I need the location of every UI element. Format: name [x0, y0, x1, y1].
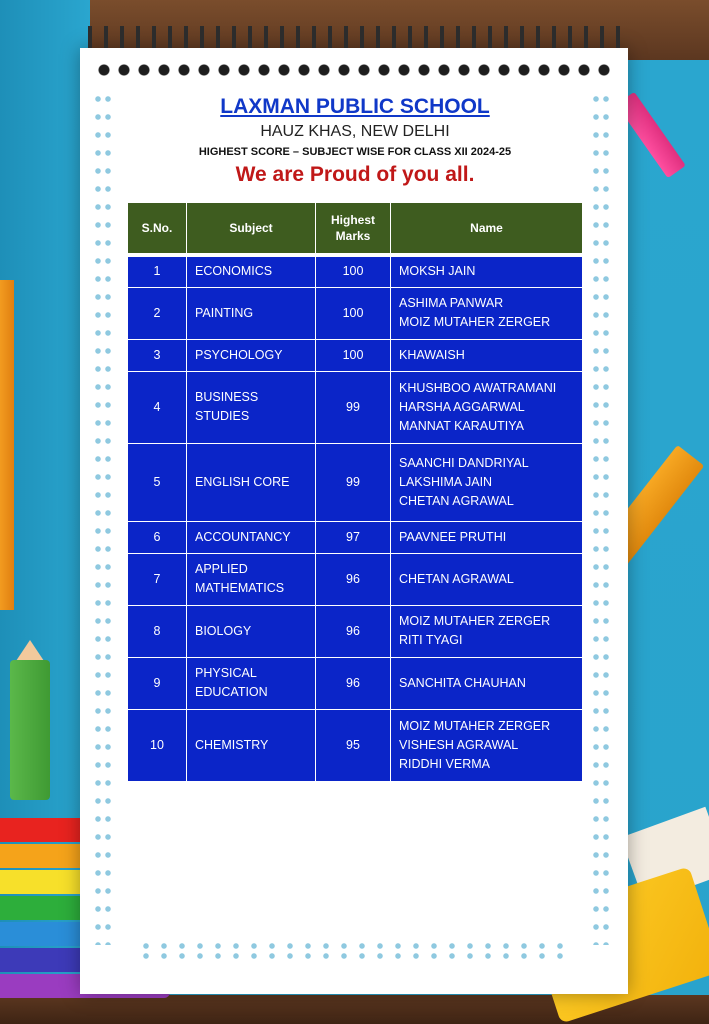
subject-cell: [187, 371, 316, 443]
student-name: MOIZ MUTAHER ZERGER: [399, 614, 551, 628]
names-cell: [391, 605, 583, 657]
table-row: [128, 255, 583, 287]
subject-line: PHYSICAL: [195, 666, 257, 680]
column-header-marks: Highest Marks: [316, 203, 391, 256]
subject-cell: [187, 339, 316, 371]
table-row: [128, 553, 583, 605]
subject-cell: [187, 255, 316, 287]
serial-number-cell: 2: [128, 287, 187, 339]
table-row: [128, 287, 583, 339]
serial-number-cell: 7: [128, 553, 187, 605]
serial-number-cell: 1: [128, 255, 187, 287]
tagline: We are Proud of you all.: [235, 163, 475, 186]
subject-line: BIOLOGY: [195, 623, 252, 638]
subject-line: EDUCATION: [195, 685, 268, 699]
column-header-subject: Subject: [187, 203, 316, 256]
dot-border-left: [92, 95, 114, 945]
marks-cell: 99: [316, 371, 391, 443]
column-header-name: Name: [391, 203, 583, 256]
serial-number-cell: 6: [128, 521, 187, 553]
student-name: VISHESH AGRAWAL: [399, 737, 519, 752]
subject-line: APPLIED: [195, 562, 248, 576]
marks-cell: 100: [316, 339, 391, 371]
school-name: LAXMAN PUBLIC SCHOOL: [220, 95, 490, 118]
marks-cell: 96: [316, 605, 391, 657]
serial-number-cell: 4: [128, 371, 187, 443]
marks-cell: 100: [316, 287, 391, 339]
marks-cell: 96: [316, 553, 391, 605]
student-name: KHUSHBOO AWATRAMANI: [399, 380, 557, 395]
table-row: [128, 339, 583, 371]
marks-cell: 99: [316, 443, 391, 521]
names-cell: [391, 521, 583, 553]
poster-header: [130, 94, 580, 188]
student-name: MOIZ MUTAHER ZERGER: [399, 315, 551, 329]
subject-cell: [187, 443, 316, 521]
subject-line: CHEMISTRY: [195, 737, 269, 752]
table-row: [128, 443, 583, 521]
table-row: [128, 521, 583, 553]
table-row: [128, 605, 583, 657]
student-name: SANCHITA CHAUHAN: [399, 675, 526, 690]
student-name: MANNAT KARAUTIYA: [399, 418, 525, 433]
student-name: LAKSHIMA JAIN: [399, 474, 493, 489]
marks-cell: 100: [316, 255, 391, 287]
subject-line: BUSINESS: [195, 390, 259, 404]
ruler-decoration: [0, 280, 14, 610]
names-cell: [391, 371, 583, 443]
subject-cell: [187, 605, 316, 657]
subject-cell: [187, 657, 316, 709]
student-name: ASHIMA PANWAR: [399, 296, 504, 310]
subject-line: PAINTING: [195, 305, 254, 320]
notepad-spiral: [80, 26, 628, 48]
subject-cell: [187, 521, 316, 553]
student-name: SAANCHI DANDRIYAL: [399, 455, 529, 470]
dot-border-bottom: [140, 942, 570, 962]
serial-number-cell: 10: [128, 709, 187, 781]
serial-number-cell: 8: [128, 605, 187, 657]
poster-subtitle: HIGHEST SCORE – SUBJECT WISE FOR CLASS XII 2024-25: [198, 146, 512, 158]
table-row: [128, 371, 583, 443]
serial-number-cell: 3: [128, 339, 187, 371]
green-pencil-decoration: [10, 660, 50, 800]
names-cell: [391, 255, 583, 287]
student-name: PAAVNEE PRUTHI: [399, 529, 507, 544]
subject-line: ENGLISH CORE: [195, 474, 290, 489]
student-name: HARSHA AGGARWAL: [399, 399, 525, 414]
subject-line: PSYCHOLOGY: [195, 347, 283, 362]
column-header-sno: S.No.: [128, 203, 187, 256]
names-cell: [391, 553, 583, 605]
student-name: MOIZ MUTAHER ZERGER: [399, 718, 551, 733]
marks-cell: 95: [316, 709, 391, 781]
student-name: CHETAN AGRAWAL: [399, 571, 514, 586]
subject-line: STUDIES: [195, 409, 250, 423]
names-cell: [391, 339, 583, 371]
marks-cell: 96: [316, 657, 391, 709]
student-name: KHAWAISH: [399, 347, 465, 362]
subject-cell: [187, 553, 316, 605]
names-cell: [391, 443, 583, 521]
student-name: RIDDHI VERMA: [399, 756, 490, 771]
marks-cell: 97: [316, 521, 391, 553]
spiral-holes: [98, 64, 610, 76]
student-name: CHETAN AGRAWAL: [399, 493, 514, 508]
table-row: [128, 709, 583, 781]
subject-line: ACCOUNTANCY: [195, 529, 291, 544]
score-table: [127, 202, 583, 782]
names-cell: [391, 657, 583, 709]
student-name: MOKSH JAIN: [399, 264, 476, 279]
subject-line: MATHEMATICS: [195, 581, 285, 595]
table-row: [128, 657, 583, 709]
table-header-row: [128, 203, 583, 256]
school-location: HAUZ KHAS, NEW DELHI: [260, 123, 450, 140]
names-cell: [391, 287, 583, 339]
dot-border-right: [590, 95, 612, 945]
subject-cell: [187, 709, 316, 781]
names-cell: [391, 709, 583, 781]
serial-number-cell: 5: [128, 443, 187, 521]
serial-number-cell: 9: [128, 657, 187, 709]
student-name: RITI TYAGI: [399, 633, 463, 647]
table-body: [128, 255, 583, 781]
subject-cell: [187, 287, 316, 339]
subject-line: ECONOMICS: [195, 264, 273, 279]
